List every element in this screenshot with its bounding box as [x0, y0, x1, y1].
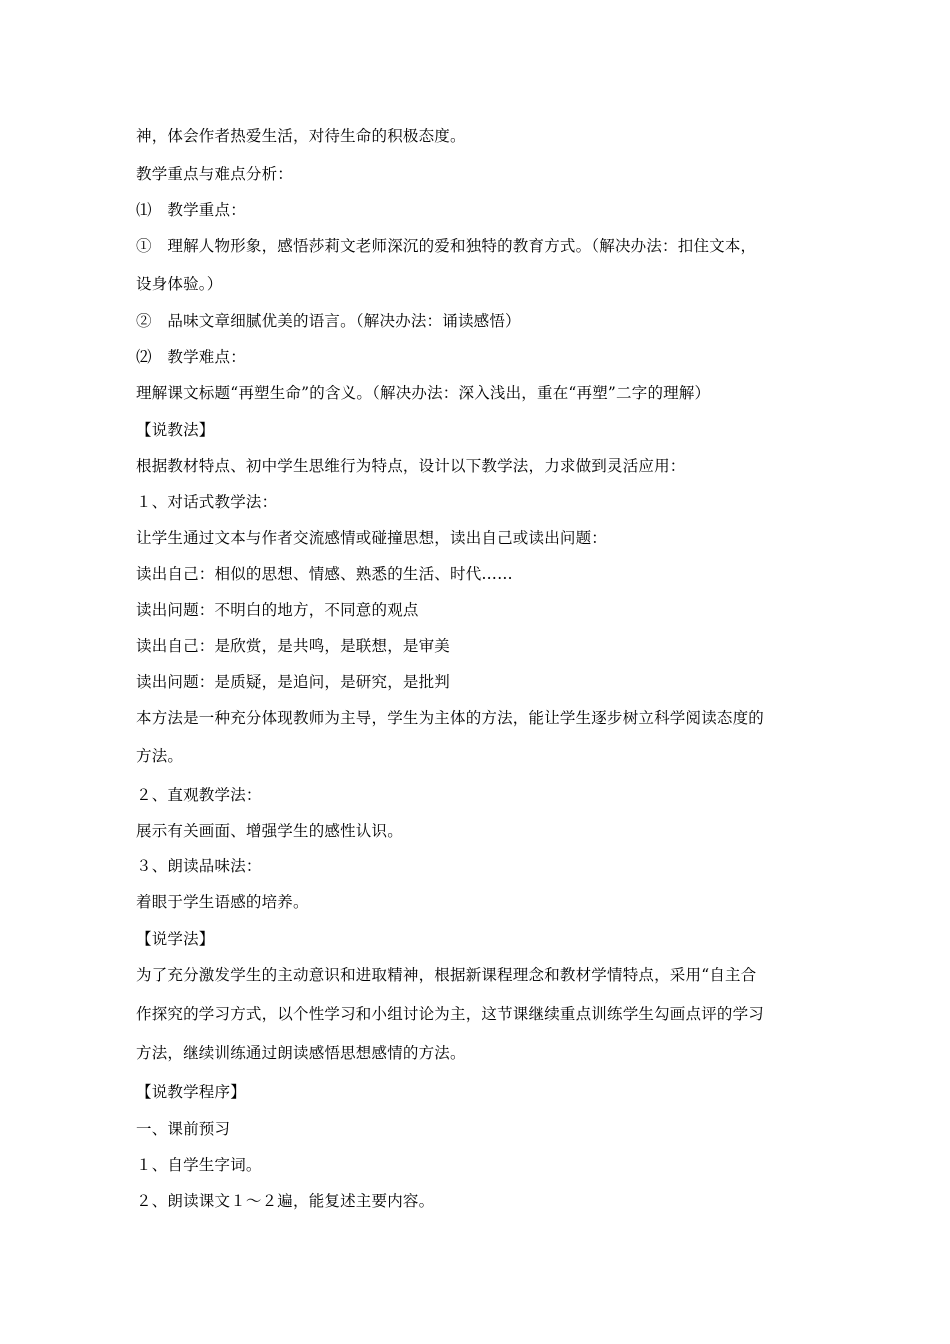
text-line: 理解课文标题“再塑生命”的含义。（解决办法：深入浅出，重在“再塑”二字的理解） [136, 384, 711, 402]
section-heading: 【说教学程序】 [136, 1083, 246, 1101]
text-line: 方法，继续训练通过朗读感悟思想感情的方法。 [136, 1044, 466, 1062]
text-line: 设身体验。） [136, 275, 223, 293]
text-line: 着眼于学生语感的培养。 [136, 893, 309, 911]
text-line: 根据教材特点、初中学生思维行为特点，设计以下教学法，力求做到灵活应用： [136, 457, 686, 475]
text-line: 本方法是一种充分体现教师为主导，学生为主体的方法，能让学生逐步树立科学阅读态度的 [136, 709, 765, 727]
text-line: 展示有关画面、增强学生的感性认识。 [136, 822, 403, 840]
section-heading: 【说学法】 [136, 930, 215, 948]
list-item: ２、朗读课文１～２遍，能复述主要内容。 [136, 1192, 435, 1210]
text-line: 读出问题：是质疑，是追问，是研究，是批判 [136, 673, 451, 691]
sub-heading: ⑵ 教学难点： [136, 348, 246, 366]
list-item: ① 理解人物形象，感悟莎莉文老师深沉的爱和独特的教育方式。（解决办法：扣住文本， [136, 237, 757, 255]
text-line: 方法。 [136, 747, 184, 765]
section-heading: 【说教法】 [136, 421, 215, 439]
text-line: 为了充分激发学生的主动意识和进取精神，根据新课程理念和教材学情特点，采用“自主合 [136, 966, 757, 984]
text-line: 让学生通过文本与作者交流感情或碰撞思想，读出自己或读出问题： [136, 529, 608, 547]
sub-heading: ⑴ 教学重点： [136, 201, 246, 219]
section-heading: 教学重点与难点分析： [136, 165, 294, 183]
list-item: ② 品味文章细腻优美的语言。（解决办法：诵读感悟） [136, 312, 521, 330]
list-item: ２、直观教学法： [136, 786, 262, 804]
text-line: 读出问题：不明白的地方，不同意的观点 [136, 601, 419, 619]
list-item: ３、朗读品味法： [136, 857, 262, 875]
text-line: 神，体会作者热爱生活，对待生命的积极态度。 [136, 127, 466, 145]
text-line: 读出自己：相似的思想、情感、熟悉的生活、时代…… [136, 565, 513, 583]
sub-heading: 一、课前预习 [136, 1120, 231, 1138]
list-item: １、自学生字词。 [136, 1156, 262, 1174]
list-item: １、对话式教学法： [136, 493, 278, 511]
text-line: 作探究的学习方式，以个性学习和小组讨论为主，这节课继续重点训练学生勾画点评的学习 [136, 1005, 765, 1023]
text-line: 读出自己：是欣赏，是共鸣，是联想，是审美 [136, 637, 451, 655]
